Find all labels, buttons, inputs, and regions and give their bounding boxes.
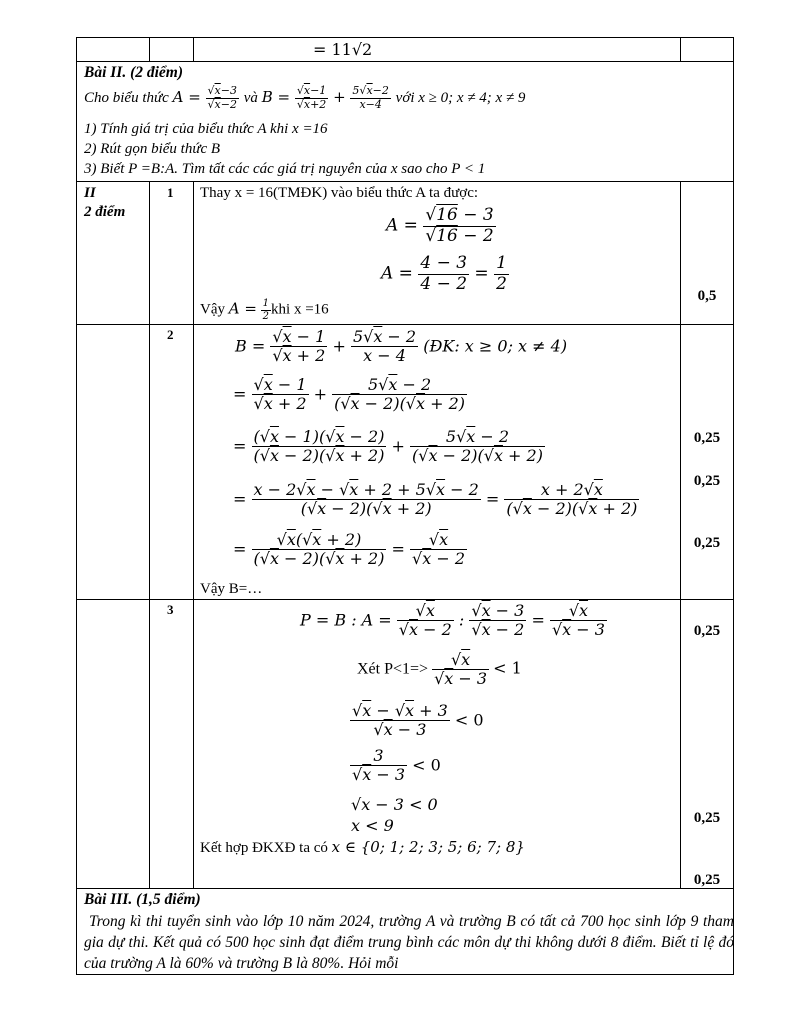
frac-B1: $\frac{√x-1}{√x+2}$ (296, 84, 327, 111)
top-row-expression: = 11√2 (313, 40, 373, 59)
p-ineq-step2: $\frac{√x - √x + 3}{√x - 3}$ < 0 (352, 701, 484, 740)
row-label-roman: II (84, 185, 96, 201)
question-1: 1) Tính giá trị của biểu thức A khi x =16 (84, 121, 328, 137)
question-3: 3) Biết P =B:A. Tìm tất các các giá trị nguyên của x sao cho P < 1 (84, 161, 486, 177)
xet-label: Xét P<1=> (357, 660, 429, 678)
expr-A-def: A = $\frac{√x-3}{√x-2}$ (172, 84, 237, 111)
score-part3-a: 0,25 (693, 623, 721, 639)
and-word: và (243, 90, 258, 107)
frac-sqrt16: $\frac{√16 - 3}{√16 - 2}$ (425, 205, 494, 246)
lt-one: < 1 (493, 658, 522, 678)
lt-zero-a: < 0 (454, 710, 484, 730)
frac-4-3: $\frac{4 - 3}{4 - 2}$ (420, 253, 468, 294)
score-part1: 0,5 (697, 288, 717, 304)
part3-conclusion (200, 838, 525, 857)
p-ineq-step3: $\frac{3}{√x - 3}$ < 0 (352, 746, 441, 785)
b-condition: (ĐK: x ≥ 0; x ≠ 4) (423, 336, 568, 356)
score-part2-c: 0,25 (693, 535, 721, 551)
p-ineq-step5: x < 9 (351, 816, 394, 835)
conclusion-suffix: khi x =16 (271, 301, 329, 318)
table-border-left (76, 37, 77, 975)
bai3-problem-text: Trong kì thi tuyển sinh vào lớp 10 năm 2024, trường A và trường B có tất cả 700 học sinh lớp 9 tham gia dự thi. Kết quả có 500 học sinh đạt điểm trung bình các môn dự thi không dưới 8 điểm. Biết tỉ lệ đó của trường A là 60% và trường B là 80%. Hỏi mỗi (84, 913, 734, 972)
final-prefix: Kết hợp ĐKXĐ ta có (200, 840, 328, 856)
given-condition: với x ≥ 0; x ≠ 4; x ≠ 9 (395, 90, 526, 107)
frac-B2: $\frac{5√x-2}{x-4}$ (352, 84, 389, 111)
conclusion-prefix: Vậy (200, 301, 225, 318)
bai2-heading: Bài II. (2 điểm) (84, 64, 184, 81)
table-rule-row1-top (76, 181, 734, 182)
col-divider-3 (680, 37, 681, 62)
col-divider-2b (193, 181, 194, 889)
score-part2-b: 0,25 (693, 473, 721, 489)
final-set: x ∈ {0; 1; 2; 3; 5; 6; 7; 8} (331, 838, 525, 856)
table-border-top (76, 37, 734, 38)
lt-zero-b: < 0 (412, 755, 441, 775)
part-number-2: 2 (167, 327, 174, 342)
part1-result: A = $\frac{4 - 3}{4 - 2}$ = $\frac{1}{2}$ (381, 253, 507, 294)
b-step-2: = $\frac{√x - 1}{√x + 2}$ + $\frac{5√x - 2}{(√x - 2)(√x + 2)}$ (233, 375, 466, 414)
p-ineq-start: Xét P<1=> $\frac{√x}{√x - 3}$ < 1 (357, 650, 522, 689)
b-step-4: = $\frac{x - 2√x - √x + 2 + 5√x - 2}{(√x - 2)(√x + 2)}$ = $\frac{x + 2√x}{(√x - 2)(√x + 2)}$ (233, 480, 638, 519)
table-rule-bai2-top (76, 61, 734, 62)
table-rule-row2-top (76, 324, 734, 325)
table-border-right (733, 37, 734, 975)
b-step-5: = $\frac{√x(√x + 2)}{(√x - 2)(√x + 2)}$ = $\frac{√x}{√x - 2}$ (233, 530, 466, 569)
col-divider-1 (149, 37, 150, 62)
frac-A: $\frac{√x-3}{√x-2}$ (207, 84, 237, 111)
score-part2-a: 0,25 (693, 430, 721, 446)
table-rule-row3-top (76, 599, 734, 600)
score-part3-c: 0,25 (693, 872, 721, 888)
p-ineq-step4: √x − 3 < 0 (351, 795, 438, 814)
part1-intro: Thay x = 16(TMĐK) vào biểu thức A ta được: (200, 185, 479, 201)
bai3-heading: Bài III. (1,5 điểm) (84, 891, 201, 908)
col-divider-1b (149, 181, 150, 889)
p-definition: P = B : A = $\frac{√x}{√x - 2}$ : $\frac{√x - 3}{√x - 2}$ = $\frac{√x}{√x - 3}$ (300, 601, 605, 640)
frac-half: $\frac{1}{2}$ (496, 253, 507, 294)
expr-B-def: B = $\frac{√x-1}{√x+2}$ + $\frac{5√x-2}{x-4}$ (261, 84, 389, 111)
part1-conclusion: Vậy A = $\frac{1}{2}$ khi x =16 (200, 298, 329, 322)
b-step-1: B = $\frac{√x - 1}{√x + 2}$ + $\frac{5√x - 2}{x - 4}$ (ĐK: x ≥ 0; x ≠ 4) (235, 327, 568, 366)
bai2-given-line (84, 85, 525, 111)
table-border-bottom (76, 974, 734, 975)
frac-half-small: $\frac{1}{2}$ (262, 298, 270, 322)
row-label-points: 2 điểm (84, 204, 126, 220)
table-rule-bai3-top (76, 888, 734, 889)
part-number-3: 3 (167, 602, 174, 617)
part-number-1: 1 (167, 185, 174, 200)
part2-conclusion: Vậy B=… (200, 581, 263, 597)
part1-substitution: A = $\frac{√16 - 3}{√16 - 2}$ (386, 205, 494, 246)
col-divider-2 (193, 37, 194, 62)
score-part3-b: 0,25 (693, 810, 721, 826)
question-2: 2) Rút gọn biểu thức B (84, 141, 221, 157)
given-prefix: Cho biểu thức (84, 90, 169, 107)
b-step-3: = $\frac{(√x - 1)(√x - 2)}{(√x - 2)(√x + 2)}$ + $\frac{5√x - 2}{(√x - 2)(√x + 2)}$ (233, 427, 543, 466)
